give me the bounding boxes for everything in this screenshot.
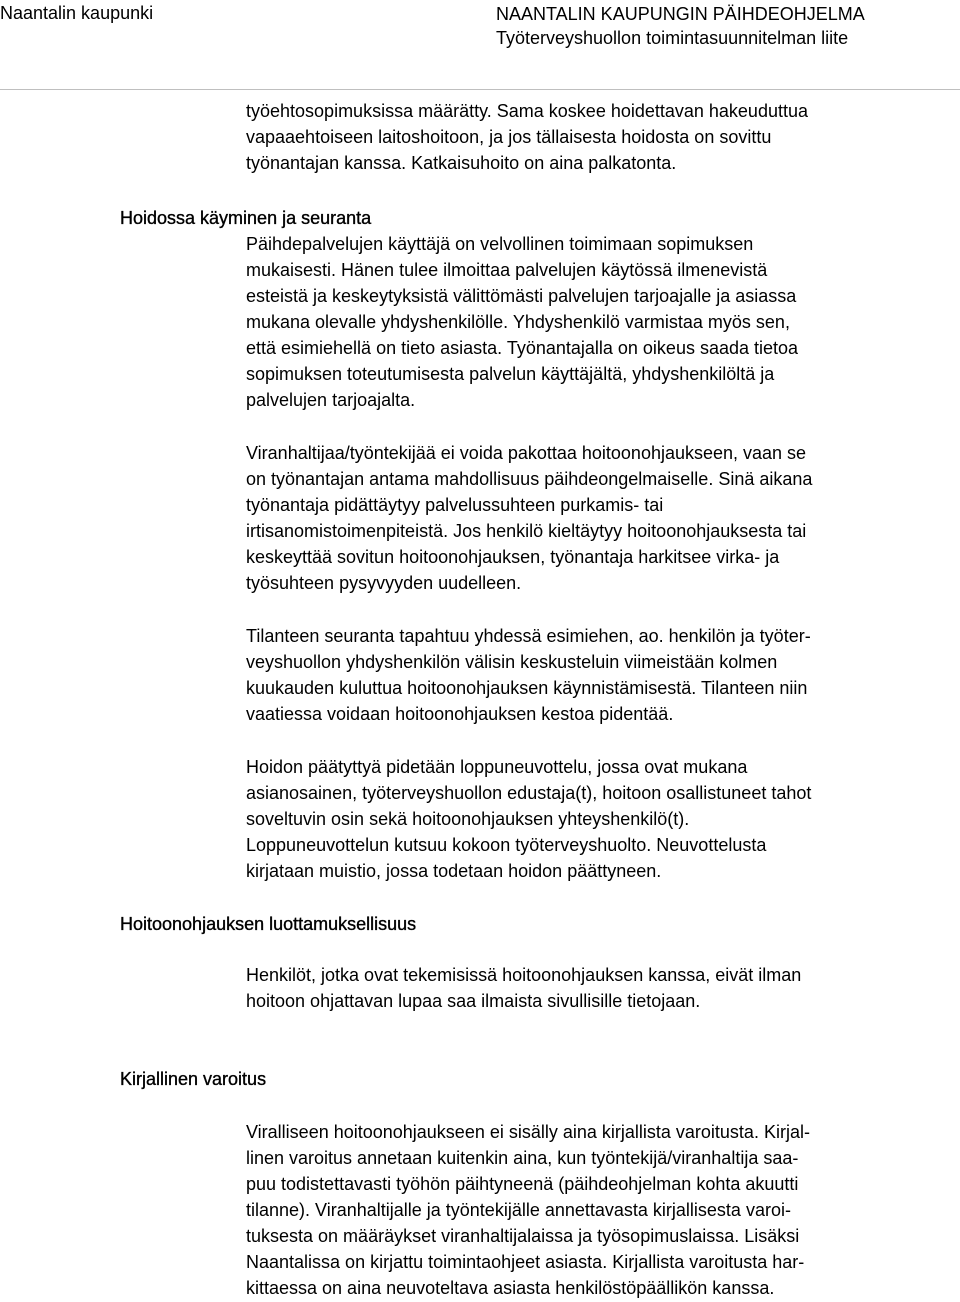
text-line: soveltuvin osin sekä hoitoonohjauksen yhteyshenkilö(t). — [246, 809, 690, 829]
text-line: Hoidon päätyttyä pidetään loppuneuvottelu, jossa ovat mukana — [246, 757, 748, 777]
heading-luottamuksellisuus: Hoitoonohjauksen luottamuksellisuus — [120, 914, 417, 934]
text-line: linen varoitus annetaan kuitenkin aina, kun työntekijä/viranhaltija saa- — [246, 1148, 799, 1168]
text-line: tilanne). Viranhaltijalle ja työntekijälle annettavasta kirjallisesta varoi- — [246, 1200, 791, 1220]
varoitus-paragraph — [246, 1119, 958, 1301]
hoidossa-paragraph-2 — [246, 440, 958, 596]
text-line: on työnantajan antama mahdollisuus päihdeongelmaiselle. Sinä aikana — [246, 469, 813, 489]
text-line: sopimuksen toteutumisesta palvelun käyttäjältä, yhdyshenkilöltä ja — [246, 364, 775, 384]
hoidossa-paragraph-3 — [246, 623, 958, 727]
text-line: työsuhteen pysyvyyden uudelleen. — [246, 573, 522, 593]
text-line: mukana olevalle yhdyshenkilölle. Yhdyshenkilö varmistaa myös sen, — [246, 312, 790, 332]
text-line: kuukauden kuluttua hoitoonohjauksen käynnistämisestä. Tilanteen niin — [246, 678, 808, 698]
text-line: Viralliseen hoitoonohjaukseen ei sisälly aina kirjallista varoitusta. Kirjal- — [246, 1122, 810, 1142]
text-line: tuksesta on määräykset viranhaltijalaissa ja työsopimuslaissa. Lisäksi — [246, 1226, 800, 1246]
text-line: Loppuneuvottelun kutsuu kokoon työterveyshuolto. Neuvottelusta — [246, 835, 767, 855]
text-line: Naantalissa on kirjattu toimintaohjeet asiasta. Kirjallista varoitusta har- — [246, 1252, 805, 1272]
header-program-title: NAANTALIN KAUPUNGIN PÄIHDEOHJELMA — [496, 4, 865, 24]
text-line: kirjataan muistio, jossa todetaan hoidon päättyneen. — [246, 861, 662, 881]
text-line: kittaessa on aina neuvoteltava asiasta henkilöstöpäällikön kanssa. — [246, 1278, 775, 1298]
text-line: työehtosopimuksissa määrätty. Sama koskee hoidettavan hakeuduttua — [246, 101, 808, 121]
text-line: irtisanomistoimenpiteistä. Jos henkilö kieltäytyy hoitoonohjauksesta tai — [246, 521, 807, 541]
text-line: Viranhaltijaa/työntekijää ei voida pakottaa hoitoonohjaukseen, vaan se — [246, 443, 807, 463]
intro-paragraph — [246, 98, 958, 176]
header-subtitle: Työterveyshuollon toimintasuunnitelman liite — [496, 28, 849, 48]
text-line: puu todistettavasti työhön päihtyneenä (päihdeohjelman kohta akuutti — [246, 1174, 799, 1194]
header-city: Naantalin kaupunki — [0, 3, 154, 23]
text-line: esteistä ja keskeytyksistä välittömästi palvelujen tarjoajalle ja asiassa — [246, 286, 797, 306]
text-line: työnantajan kanssa. Katkaisuhoito on aina palkatonta. — [246, 153, 677, 173]
heading-kirjallinen-varoitus: Kirjallinen varoitus — [120, 1069, 267, 1089]
hoidossa-paragraph-1 — [246, 231, 958, 413]
header-titles — [496, 2, 865, 50]
luottamus-paragraph — [246, 962, 958, 1014]
text-line: vaatiessa voidaan hoitoonohjauksen kestoa pidentää. — [246, 704, 674, 724]
text-line: keskeyttää sovitun hoitoonohjauksen, työnantaja harkitsee virka- ja — [246, 547, 780, 567]
text-line: asianosainen, työterveyshuollon edustaja(t), hoitoon osallistuneet tahot — [246, 783, 812, 803]
text-line: että esimiehellä on tieto asiasta. Työnantajalla on oikeus saada tietoa — [246, 338, 799, 358]
hoidossa-paragraph-4 — [246, 754, 958, 884]
text-line: Päihdepalvelujen käyttäjä on velvollinen toimimaan sopimuksen — [246, 234, 754, 254]
text-line: palvelujen tarjoajalta. — [246, 390, 416, 410]
text-line: työnantaja pidättäytyy palvelussuhteen purkamis- tai — [246, 495, 664, 515]
heading-hoidossa: Hoidossa käyminen ja seuranta — [120, 208, 372, 228]
text-line: Tilanteen seuranta tapahtuu yhdessä esimiehen, ao. henkilön ja työter- — [246, 626, 811, 646]
text-line: hoitoon ohjattavan lupaa saa ilmaista sivullisille tietojaan. — [246, 991, 701, 1011]
text-line: vapaaehtoiseen laitoshoitoon, ja jos tällaisesta hoidosta on sovittu — [246, 127, 772, 147]
text-line: mukaisesti. Hänen tulee ilmoittaa palvelujen käytössä ilmenevistä — [246, 260, 768, 280]
header-divider — [0, 89, 960, 90]
page-header — [0, 0, 960, 92]
text-line: veyshuollon yhdyshenkilön välisin keskusteluin viimeistään kolmen — [246, 652, 778, 672]
text-line: Henkilöt, jotka ovat tekemisissä hoitoonohjauksen kanssa, eivät ilman — [246, 965, 802, 985]
